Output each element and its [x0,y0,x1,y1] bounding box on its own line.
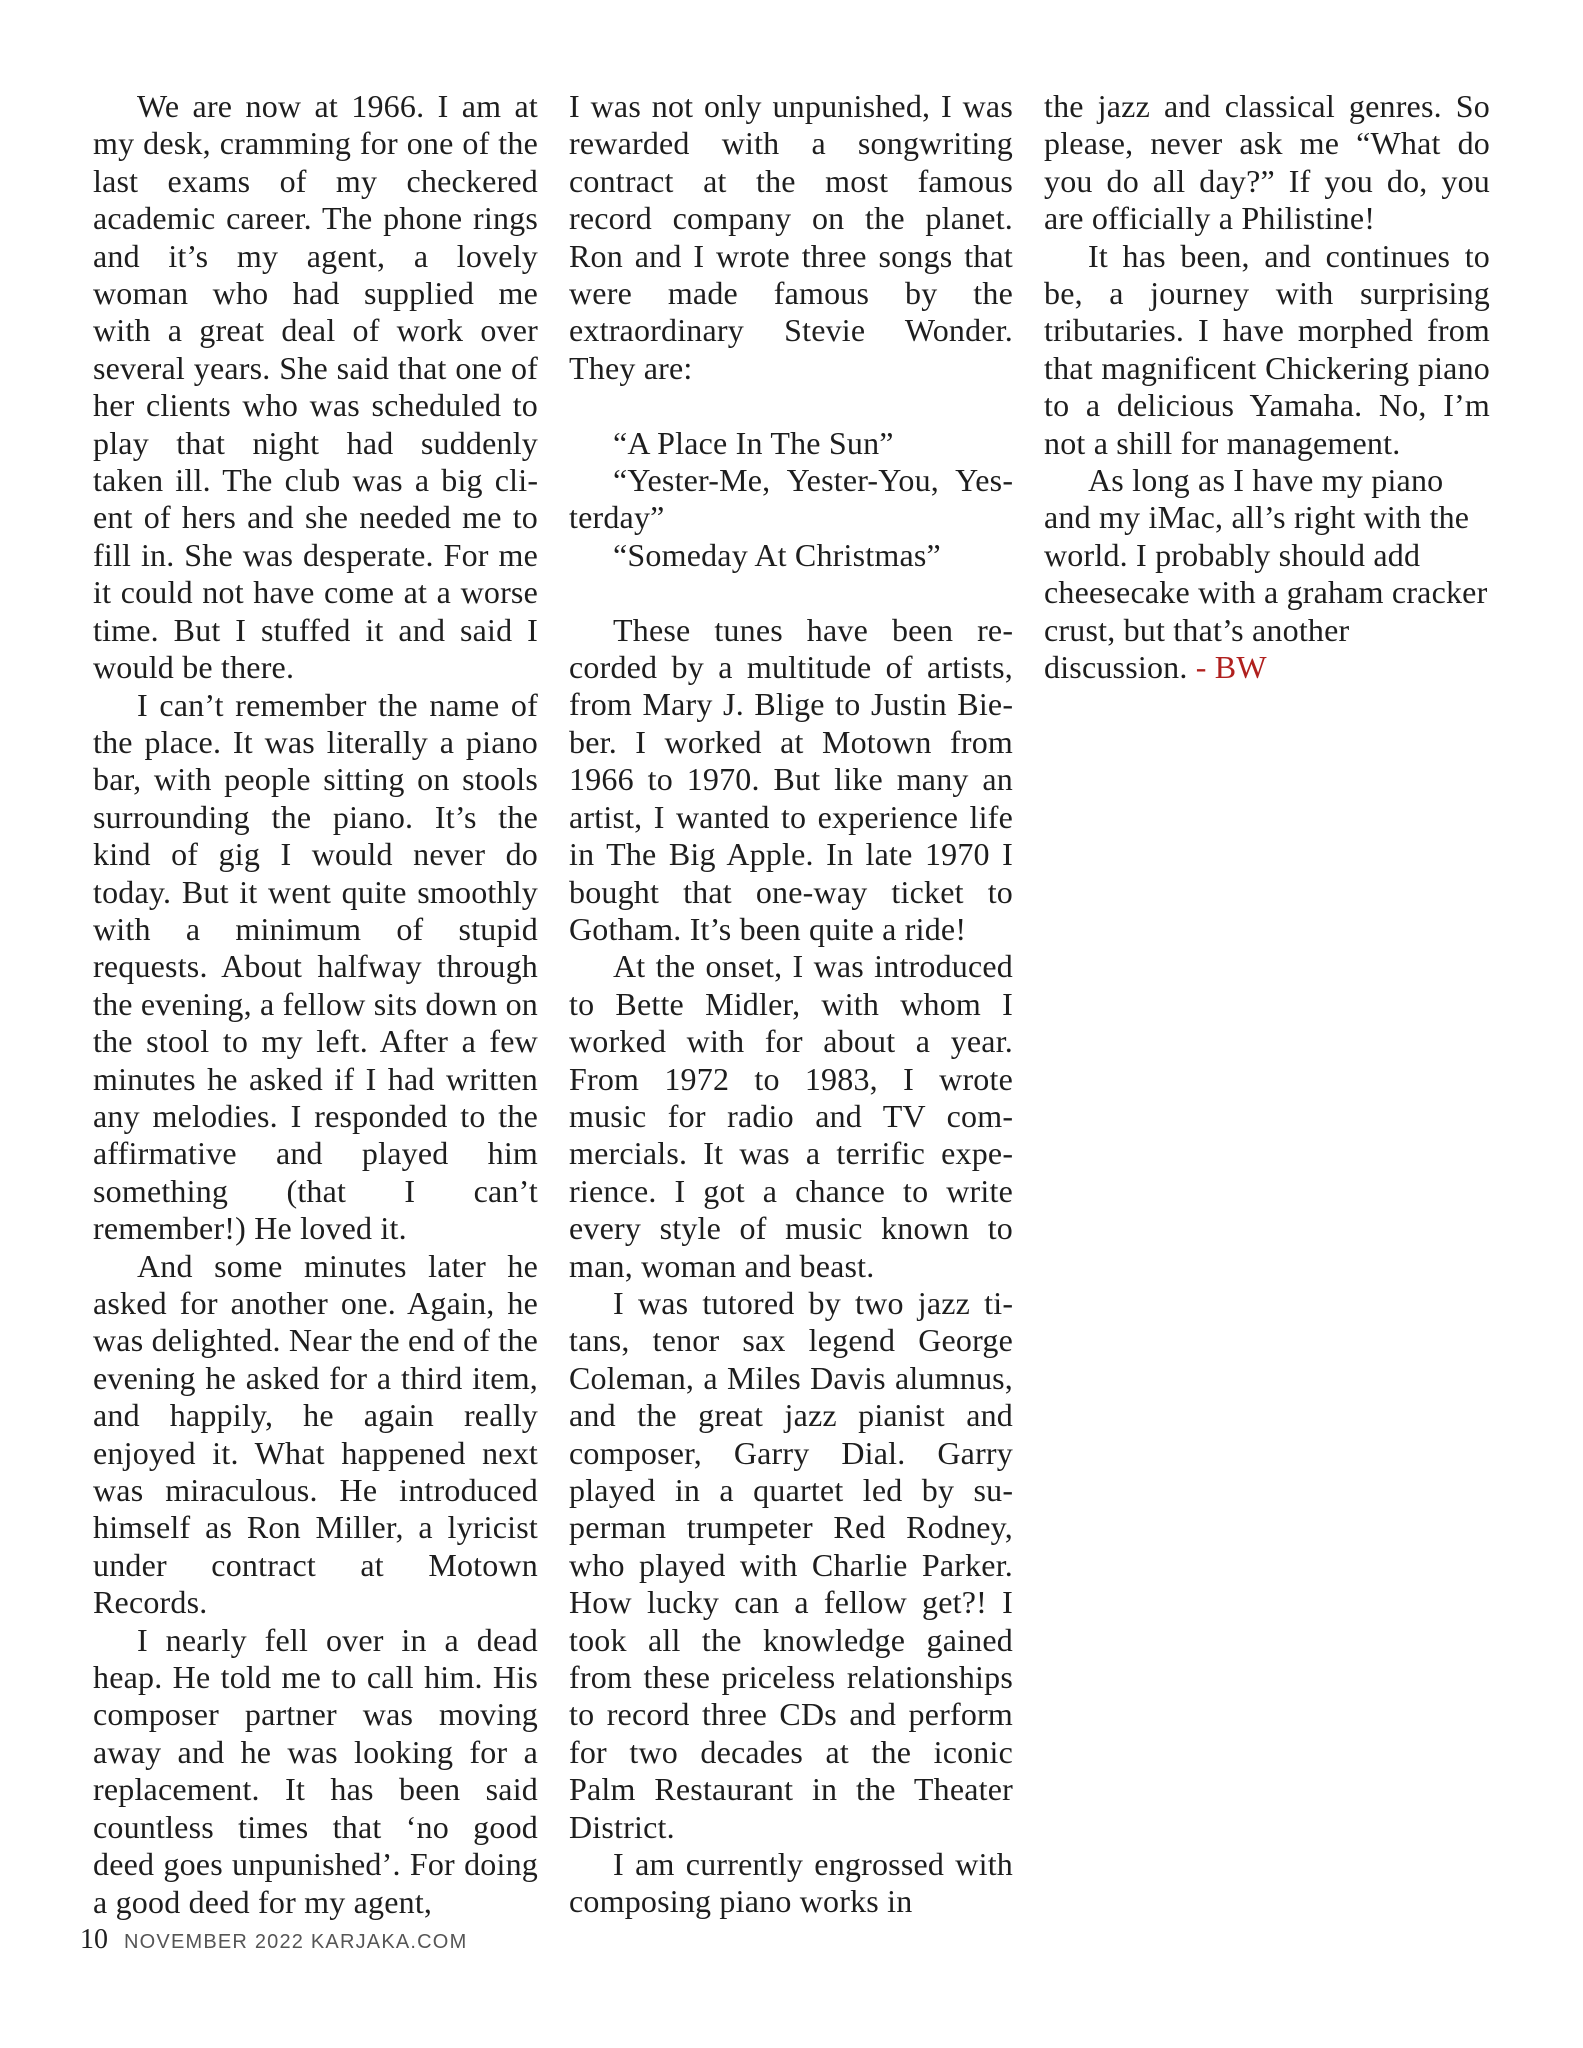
song-title: “A Place In The Sun” [613,424,894,461]
body-paragraph: At the onset, I was introduced to Bette Midler, with whom I worked with for about a year. From 1972 to 1983, I wrote music for radio and TV commercials. It was a terrific experience. I got a chance to write every style of music known to man, woman and beast. [569,948,1013,1284]
spacer [569,574,1013,611]
body-paragraph: I was tutored by two jazz titans, tenor sax legend George Coleman, a Miles Davis alumnus, and the great jazz pianist and composer, Garry Dial. Garry played in a quartet led by superman trumpeter Red Rodney, who played with Charlie Parker. How lucky can a fellow get?! I took all the knowledge gained from these priceless relationships to record three CDs and perform for two decades at the iconic Palm Restaurant in the Theater District. [569,1284,1013,1845]
song-title: “Yester-Me, Yester-You, Yesterday” [569,462,1013,536]
song-title: “Someday At Christmas” [613,536,941,573]
body-paragraph: We are now at 1966. I am at my desk, cramming for one of the last exams of my checkered academic career. The phone rings and it’s my agent, a lovely woman who had supplied me with a great deal of work over several years. She said that one of her clients who was scheduled to play that night had suddenly taken ill. The club was a big client of hers and she needed me to fill in. She was desperate. For me it could not have come at a worse time. But I stuffed it and said I would be there. [93,88,538,686]
final-paragraph [1044,462,1490,686]
spacer [569,387,1013,424]
footer-issue-site: NOVEMBER 2022 KARJAKA.COM [124,1931,468,1953]
article-column-1 [93,88,538,1921]
article-column-3 [1044,88,1490,687]
article-column-2 [569,88,1013,1921]
body-paragraph: It has been, and continues to be, a journey with surprising tributaries. I have morphed from that magnificent Chickering piano to a delicious Yamaha. No, I’m not a shill for management. [1044,237,1490,461]
body-paragraph: And some minutes later he asked for another one. Again, he was delighted. Near the end of the evening he asked for a third item, and happily, he again really enjoyed it. What happened next was miraculous. He introduced himself as Ron Miller, a lyricist under contract at Motown Records. [93,1247,538,1621]
page-number: 10 [80,1924,108,1955]
page-footer [80,1924,467,1956]
body-paragraph: These tunes have been recorded by a multitude of artists, from Mary J. Blige to Justin Bieber. I worked at Motown from 1966 to 1970. But like many an artist, I wanted to experience life in The Big Apple. In late 1970 I bought that one-way ticket to Gotham. It’s been quite a ride! [569,611,1013,947]
body-paragraph: I nearly fell over in a dead heap. He told me to call him. His composer partner was moving away and he was looking for a replacement. It has been said countless times that ‘no good deed goes unpunished’. For doing a good deed for my agent, [93,1621,538,1920]
body-paragraph: I was not only unpunished, I was rewarded with a songwriting contract at the most famous record company on the planet. Ron and I wrote three songs that were made famous by the extraordinary Stevie Wonder. They are: [569,88,1013,386]
body-paragraph: I am currently engrossed with composing piano works in [569,1846,1013,1920]
author-signature: - BW [1195,649,1267,686]
body-paragraph: the jazz and classical genres. So please, never ask me “What do you do all day?” If you do, you are officially a Philistine! [1044,88,1490,237]
body-paragraph: I can’t remember the name of the place. It was literally a piano bar, with people sitting on stools surrounding the piano. It’s the kind of gig I would never do today. But it went quite smoothly with a minimum of stupid requests. About halfway through the evening, a fellow sits down on the stool to my left. After a few minutes he asked if I had written any melodies. I responded to the affirmative and played him something (that I can’t remember!) He loved it. [93,686,538,1247]
final-paragraph-text: As long as I have my piano and my iMac, all’s right with the world. I probably should add cheesecake with a graham cracker crust, but that’s another discussion. [1044,462,1488,686]
